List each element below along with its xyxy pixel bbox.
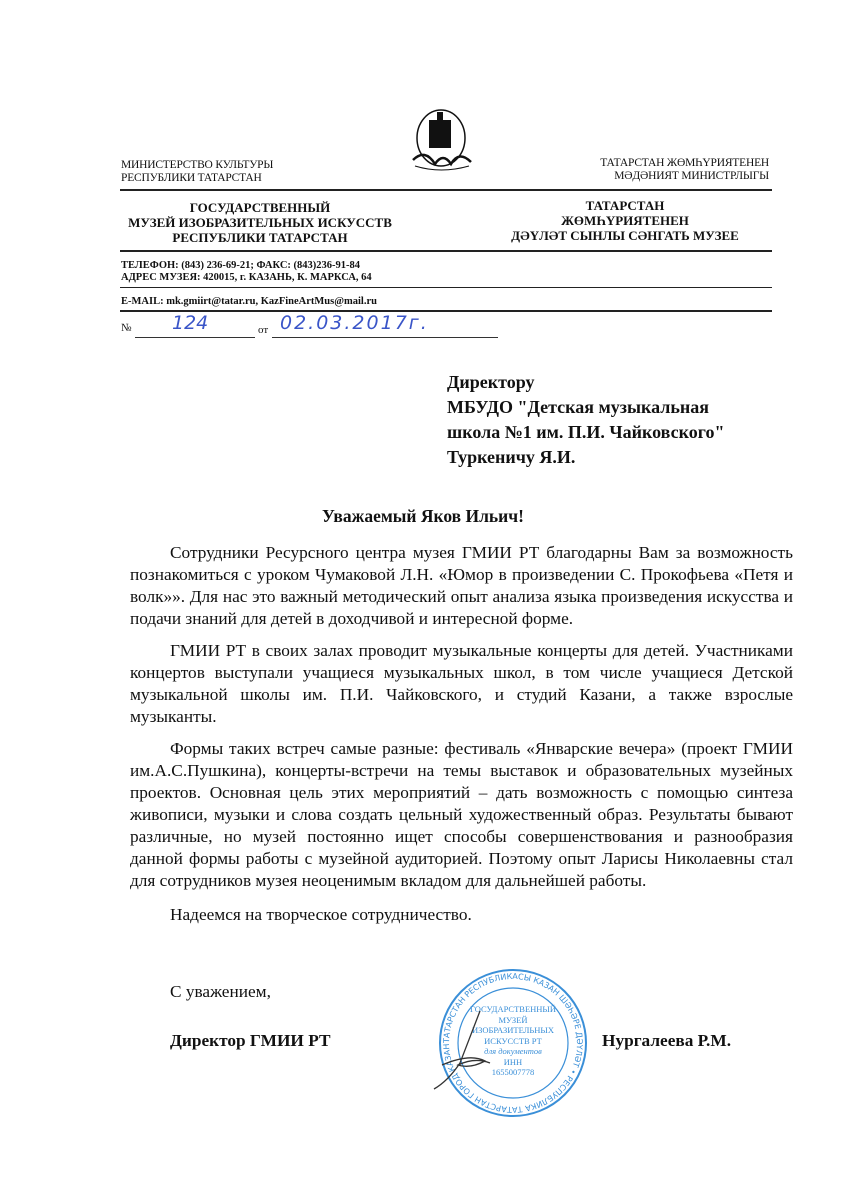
number-underline: [135, 337, 255, 338]
museum-name-line: РЕСПУБЛИКИ ТАТАРСТАН: [172, 230, 348, 245]
signatory-name: Нургалеева Р.М.: [602, 1031, 732, 1050]
museum-name-line: ЖӨМҺҮРИЯТЕНЕН: [561, 213, 689, 228]
paragraph: ГМИИ РТ в своих залах проводит музыкальные концерты для детей. Участниками концертов выступали учащиеся музыкальных школ, в том числе учащиеся Детской музыкальной школы им. П.И. Чайковского, и студий Казани, а также взрослые музыканты.: [130, 641, 793, 726]
addressee-line: МБУДО "Детская музыкальная: [447, 397, 710, 417]
ministry-tt-line: ТАТАРСТАН ЖӨМҺҮРИЯТЕНЕН: [600, 157, 769, 169]
closing: С уважением,: [170, 982, 271, 1001]
letter-body: [130, 542, 793, 926]
stamp-line: ИЗОБРАЗИТЕЛЬНЫХ: [472, 1025, 554, 1035]
phone-fax: ТЕЛЕФОН: (843) 236-69-21; ФАКС: (843)236-91-84: [121, 260, 361, 271]
stamp-line: ИСКУССТВ РТ: [484, 1035, 542, 1046]
date-underline: [272, 337, 498, 338]
letter-flow: [130, 542, 793, 1133]
divider: [120, 287, 772, 288]
ministry-ru-line: РЕСПУБЛИКИ ТАТАРСТАН: [121, 172, 262, 184]
museum-logo: [405, 108, 477, 180]
divider: [120, 250, 772, 252]
addressee: [447, 370, 724, 470]
ministry-ru-line: МИНИСТЕРСТВО КУЛЬТУРЫ: [121, 159, 274, 171]
signatory-title: Директор ГМИИ РТ: [170, 1031, 331, 1050]
document-number: 124: [172, 312, 209, 334]
addressee-line: Директору: [447, 372, 535, 392]
address: АДРЕС МУЗЕЯ: 420015, г. КАЗАНЬ, К. МАРКСА, 64: [121, 272, 372, 283]
museum-name-line: ТАТАРСТАН: [585, 198, 665, 213]
stamp-line: ГОСУДАРСТВЕННЫЙ: [470, 1004, 556, 1014]
divider: [120, 310, 772, 312]
museum-name-line: МУЗЕЙ ИЗОБРАЗИТЕЛЬНЫХ ИСКУССТВ: [128, 215, 392, 230]
stamp-line: МУЗЕЙ: [498, 1014, 528, 1025]
document-date: 02.03.2017г.: [280, 312, 429, 334]
divider: [120, 189, 772, 191]
email: E-MAIL: mk.gmiirt@tatar.ru, KazFineArtMus@mail.ru: [121, 296, 377, 307]
stamp-line: ИНН: [503, 1056, 523, 1067]
ministry-ru: [121, 159, 273, 185]
stamp-line: для документов: [484, 1046, 542, 1056]
museum-name-line: ГОСУДАРСТВЕННЫЙ: [189, 200, 331, 215]
handwritten-signature: [430, 1003, 510, 1093]
addressee-line: Туркеничу Я.И.: [447, 447, 576, 467]
contacts: [121, 260, 372, 284]
museum-name-ru: [120, 200, 400, 245]
museum-name-line: ДӘҮЛӘТ СЫНЛЫ СӘНГАТЬ МУЗЕЕ: [511, 228, 739, 243]
greeting: Уважаемый Яков Ильич!: [322, 506, 524, 526]
number-label: №: [121, 322, 132, 334]
paragraph: Сотрудники Ресурсного центра музея ГМИИ РТ благодарны Вам за возможность познакомиться с уроком Чумаковой Л.Н. «Юмор в произведении С. Прокофьева «Петя и волк»». Для нас это важный методический опыт анализа языка произведения искусства и подачи знаний для детей в доходчивой и интересной форме.: [130, 543, 793, 628]
date-label: от: [258, 324, 269, 336]
paragraph: Формы таких встреч самые разные: фестиваль «Январские вечера» (проект ГМИИ им.А.С.Пушкина), концерты-встречи на темы выставок и образовательных музейных проектов. Основная цель этих мероприятий – дать возможность с помощью синтеза живописи, музыки и слова создать цельный художественный образ. Результаты бывают различные, но музей постоянно ищет способы совершенствования и разнообразия данной формы работы с музейной аудиторией. Поэтому опыт Ларисы Николаевны стал для сотрудников музея неоценимым вкладом для дальнейшей работы.: [130, 739, 793, 890]
stamp-line: 1655007778: [491, 1067, 535, 1077]
ministry-tt: [600, 157, 769, 183]
addressee-line: школа №1 им. П.И. Чайковского": [447, 422, 725, 442]
ministry-tt-line: МӘДӘНИЯТ МИНИСТРЛЫГЫ: [614, 170, 769, 182]
paragraph: Надеемся на творческое сотрудничество.: [170, 905, 472, 924]
stamp-ring-text: ТАТАРСТАН РЕСПУБЛИКАСЫ КАЗАН ШӘҺӘРЕ ДӘҮЛӘТ • РЕСПУБЛИКА ТАТАРСТАН ГОРОД КАЗАН: [441, 971, 585, 1115]
museum-name-tt: [490, 198, 760, 243]
